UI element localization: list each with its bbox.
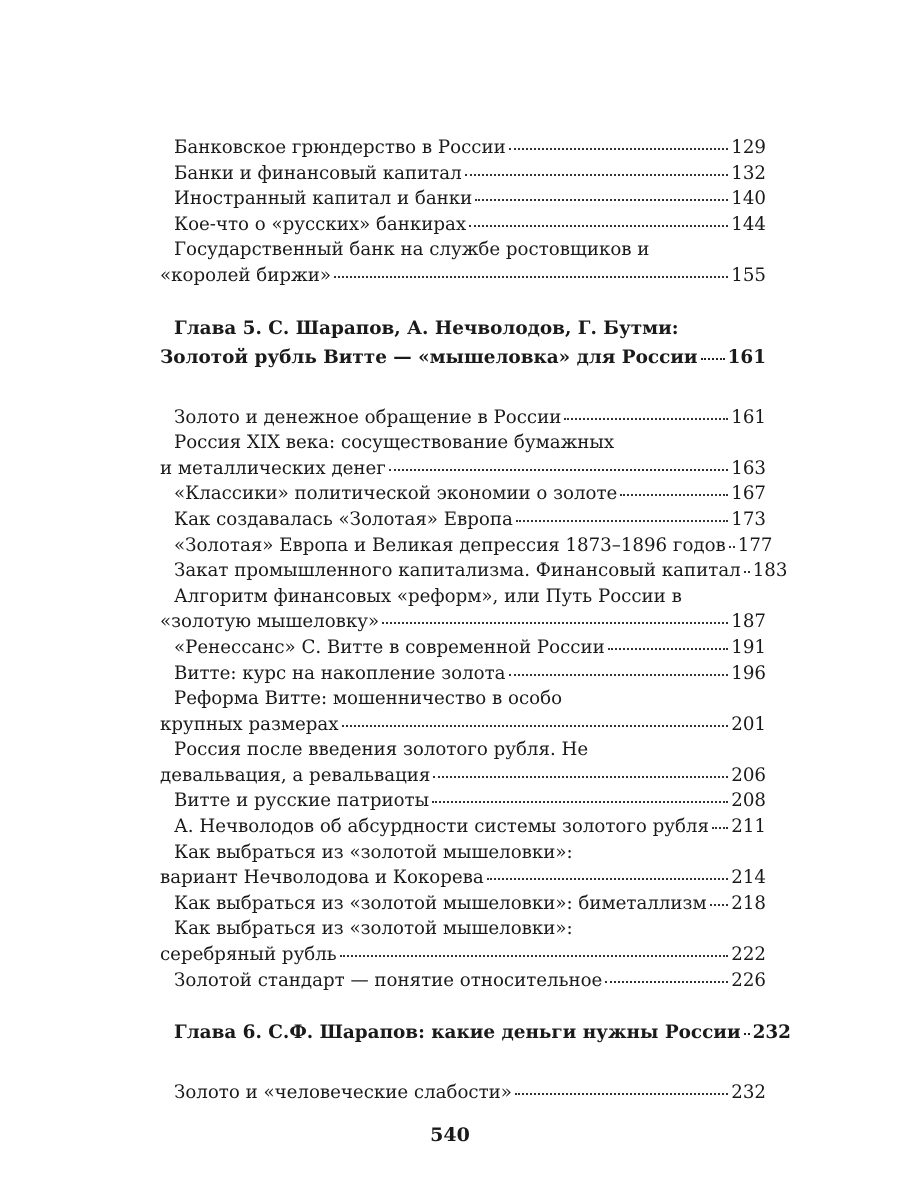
dot-leader bbox=[701, 357, 725, 360]
toc-page-number: 173 bbox=[731, 508, 766, 530]
toc-title-text: Витте: курс на накопление золота bbox=[174, 662, 506, 684]
toc-title-text: Золотой рубль Витте — «мышеловка» для России bbox=[160, 347, 698, 369]
toc-title-text: Как выбраться из «золотой мышеловки»: bbox=[174, 918, 573, 940]
toc-line bbox=[160, 458, 766, 484]
toc-title-text: Как создавалась «Золотая» Европа bbox=[174, 508, 513, 530]
chapter-heading bbox=[160, 1022, 791, 1052]
toc-entry bbox=[160, 688, 766, 739]
toc-title-text: Как выбраться из «золотой мышеловки»: биметаллизм bbox=[174, 892, 707, 914]
toc-title-text: Реформа Витте: мошенничество в особо bbox=[174, 688, 563, 710]
toc-line bbox=[160, 509, 766, 535]
toc-entry bbox=[160, 1082, 766, 1108]
toc-title-text: Золотой стандарт — понятие относительное bbox=[174, 969, 603, 991]
toc-title-text: Глава 6. С.Ф. Шарапов: какие деньги нужны России bbox=[174, 1022, 741, 1044]
toc-line bbox=[160, 765, 766, 791]
toc-title-text: А. Нечволодов об абсурдности системы золотого рубля bbox=[174, 816, 709, 838]
toc-page-number: 191 bbox=[731, 636, 766, 658]
toc-line bbox=[160, 611, 766, 637]
dot-leader bbox=[469, 224, 728, 227]
toc-entry bbox=[160, 214, 766, 240]
dot-leader bbox=[382, 621, 728, 624]
toc-title-text: Витте и русские патриоты bbox=[174, 790, 430, 812]
toc-title-text: Глава 5. С. Шарапов, А. Нечволодов, Г. Бутми: bbox=[174, 317, 679, 339]
dot-leader bbox=[334, 275, 728, 278]
dot-leader bbox=[432, 800, 728, 803]
toc-entry bbox=[160, 137, 766, 163]
dot-leader bbox=[342, 724, 729, 727]
toc-title-text: «Ренессанс» С. Витте в современной России bbox=[174, 636, 605, 658]
toc-page-number: 161 bbox=[727, 347, 766, 369]
toc-line bbox=[160, 347, 766, 377]
dot-leader bbox=[620, 493, 728, 496]
toc-entry bbox=[160, 918, 766, 969]
toc-title-text: девальвация, а ревальвация bbox=[160, 764, 431, 786]
toc-title-text: Иностранный капитал и банки bbox=[174, 188, 473, 210]
toc-line bbox=[160, 214, 766, 240]
toc-page-number: 187 bbox=[731, 611, 766, 633]
dot-leader bbox=[515, 1092, 728, 1095]
dot-leader bbox=[340, 954, 729, 957]
toc-title-text: Государственный банк на службе ростовщиков и bbox=[174, 239, 650, 261]
toc-entry bbox=[160, 637, 766, 663]
dot-leader bbox=[608, 647, 729, 650]
dot-leader bbox=[465, 173, 729, 176]
toc-title-text: «Золотая» Европа и Великая депрессия 1873–1896 годов bbox=[174, 534, 726, 556]
dot-leader bbox=[710, 903, 729, 906]
dot-leader bbox=[389, 468, 728, 471]
toc-line bbox=[160, 265, 766, 291]
toc-line bbox=[160, 483, 766, 509]
toc-line bbox=[160, 534, 773, 561]
toc-page-number: 183 bbox=[752, 560, 788, 582]
dot-leader bbox=[516, 519, 728, 522]
toc-entry bbox=[160, 790, 766, 816]
toc-page-number: 211 bbox=[731, 816, 766, 838]
toc-title-text: Банки и финансовый капитал bbox=[174, 162, 462, 184]
toc-entry bbox=[160, 560, 788, 586]
toc-page-number: 201 bbox=[731, 713, 766, 735]
toc-line bbox=[160, 163, 766, 189]
toc-line bbox=[160, 739, 766, 765]
toc-line bbox=[160, 714, 766, 740]
toc-entry bbox=[160, 432, 766, 483]
toc-title-text: Золото и «человеческие слабости» bbox=[174, 1081, 512, 1103]
toc-entry bbox=[160, 509, 766, 535]
toc-page-number: 144 bbox=[731, 213, 766, 235]
toc-entry bbox=[160, 586, 766, 637]
toc-title-text: Банковское грюндерство в России bbox=[174, 137, 506, 158]
toc-title-text: Как выбраться из «золотой мышеловки»: bbox=[174, 841, 573, 863]
toc-entry bbox=[160, 739, 766, 790]
dot-leader bbox=[744, 570, 750, 573]
toc-line bbox=[160, 407, 766, 433]
toc-page-number: 226 bbox=[731, 969, 766, 991]
dot-leader bbox=[487, 877, 729, 880]
toc-line bbox=[160, 663, 766, 689]
toc-line bbox=[160, 867, 766, 893]
dot-leader bbox=[433, 775, 728, 778]
toc-page-number: 161 bbox=[731, 406, 766, 428]
toc-title-text: Россия XIX века: сосуществование бумажных bbox=[174, 432, 615, 454]
table-of-contents bbox=[160, 137, 791, 1107]
toc-page-number: 214 bbox=[731, 867, 766, 889]
page-number: 540 bbox=[430, 1124, 470, 1146]
toc-title-text: Алгоритм финансовых «реформ», или Путь России в bbox=[174, 585, 682, 607]
toc-line bbox=[160, 560, 788, 586]
toc-page-number: 177 bbox=[737, 534, 773, 556]
toc-line bbox=[160, 239, 766, 265]
toc-page-number: 222 bbox=[731, 944, 766, 966]
toc-title-text: Золото и денежное обращение в России bbox=[174, 406, 562, 428]
dot-leader bbox=[605, 980, 728, 983]
toc-line bbox=[160, 137, 766, 163]
toc-page-number: 129 bbox=[731, 137, 766, 158]
toc-entry bbox=[160, 163, 766, 189]
toc-line bbox=[160, 586, 766, 612]
toc-title-text: «золотую мышеловку» bbox=[160, 611, 380, 633]
toc-line bbox=[160, 688, 766, 714]
toc-title-text: Кое-что о «русских» банкирах bbox=[174, 213, 467, 235]
toc-entry bbox=[160, 483, 766, 509]
toc-line bbox=[160, 918, 766, 944]
toc-page-number: 140 bbox=[731, 188, 766, 210]
chapter-heading bbox=[160, 318, 766, 377]
toc-page-number: 206 bbox=[731, 764, 766, 786]
toc-entry bbox=[160, 407, 766, 433]
toc-title-text: вариант Нечволодова и Кокорева bbox=[160, 867, 484, 889]
toc-line bbox=[160, 318, 766, 348]
toc-page-number: 232 bbox=[752, 1022, 791, 1044]
toc-line bbox=[160, 1022, 791, 1052]
toc-page-number: 155 bbox=[731, 264, 766, 286]
toc-title-text: Россия после введения золотого рубля. Не bbox=[174, 739, 589, 761]
dot-leader bbox=[564, 417, 728, 420]
toc-line bbox=[160, 944, 766, 970]
toc-page-number: 132 bbox=[731, 162, 766, 184]
toc-entry bbox=[160, 842, 766, 893]
toc-page-number: 208 bbox=[731, 790, 766, 812]
toc-entry bbox=[160, 970, 766, 996]
toc-entry bbox=[160, 663, 766, 689]
toc-page-number: 232 bbox=[731, 1081, 766, 1103]
toc-line bbox=[160, 790, 766, 816]
toc-page-number: 196 bbox=[731, 662, 766, 684]
toc-line bbox=[160, 842, 766, 868]
dot-leader bbox=[475, 198, 728, 201]
toc-entry bbox=[160, 239, 766, 290]
toc-line bbox=[160, 970, 766, 996]
dot-leader bbox=[509, 673, 729, 676]
toc-line bbox=[160, 893, 766, 919]
toc-title-text: «королей биржи» bbox=[160, 264, 331, 286]
dot-leader bbox=[744, 1032, 750, 1035]
toc-title-text: крупных размерах bbox=[160, 713, 339, 735]
toc-entry bbox=[160, 534, 773, 561]
toc-entry bbox=[160, 816, 766, 842]
toc-entry bbox=[160, 188, 766, 214]
toc-page-number: 163 bbox=[731, 457, 766, 479]
toc-line bbox=[160, 1082, 766, 1108]
toc-title-text: Закат промышленного капитализма. Финансовый капитал bbox=[174, 560, 741, 582]
toc-page-number: 218 bbox=[731, 892, 766, 914]
toc-title-text: серебряный рубль bbox=[160, 944, 337, 966]
toc-page-number: 167 bbox=[731, 483, 766, 505]
toc-line bbox=[160, 637, 766, 663]
dot-leader bbox=[509, 147, 729, 150]
toc-entry bbox=[160, 893, 766, 919]
toc-line bbox=[160, 816, 766, 842]
dot-leader bbox=[729, 545, 735, 548]
dot-leader bbox=[712, 826, 728, 829]
toc-title-text: и металлических денег bbox=[160, 457, 386, 479]
toc-title-text: «Классики» политической экономии о золоте bbox=[174, 483, 618, 505]
toc-line bbox=[160, 188, 766, 214]
toc-line bbox=[160, 432, 766, 458]
